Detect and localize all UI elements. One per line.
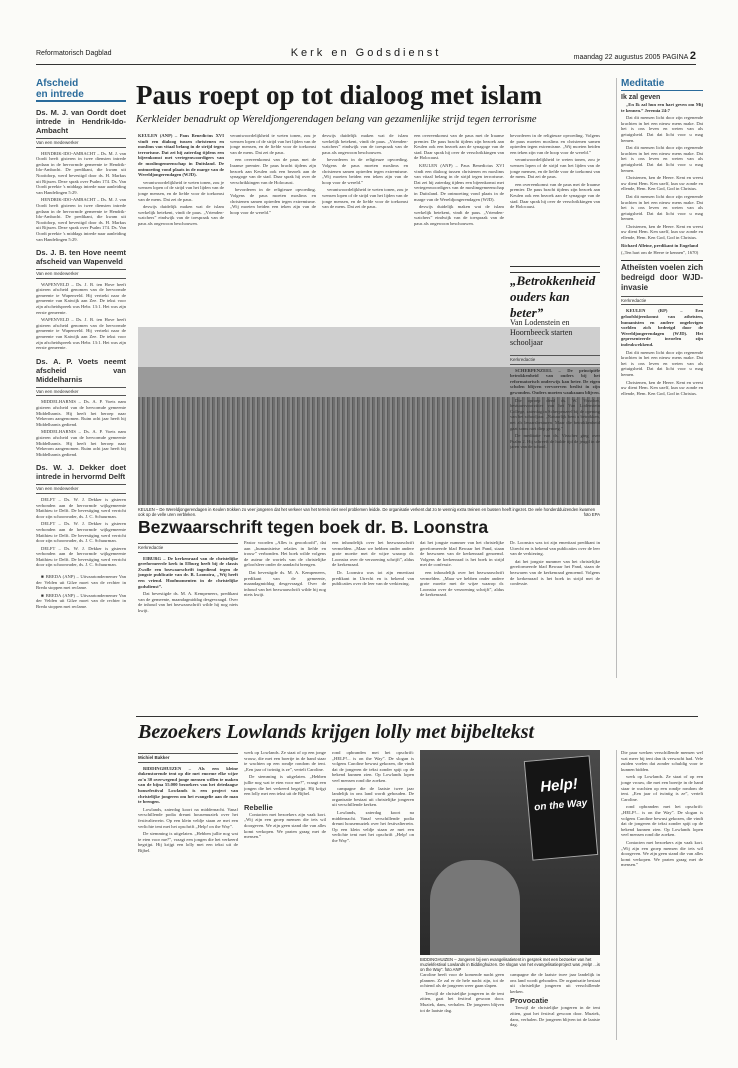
header-section: Kerk en Godsdienst (290, 47, 442, 59)
left-source-4: Van een medewerker (36, 484, 126, 494)
lowlands-photo (420, 750, 600, 955)
loonstra-col-4 (420, 540, 504, 710)
left-column (36, 78, 126, 1038)
left-text-4b: DELFT – Ds. W. J. Dekker is gisteren verbonden aan de hervormde wijkgemeente Matthieu te Delft. De bevestiging werd verricht door zijn schoonvader, ds. J. C. Schuurman. (36, 521, 126, 544)
lowlands-text-4b: Terwijl de christelijke jongeren in de tent zitten, gaat het festival gewoon door. Muziek, dans, verhalen. De jongeren blijven tot de laatste dag. (420, 990, 504, 1013)
main-col-1 (138, 133, 224, 323)
main-col-2-text-b: een overeenkomst van de paus met de Iraanse premier. De paus bracht tijdens zijn bezoek aan Keulen ook een bezoek aan de synagoge van de stad. Daar sprak hij over de verschrikkingen van de Holocaust. (230, 157, 316, 185)
loonstra-text-3: een inhoudelijk over het bezwaarschrift vermelden. „Maar we hebben onder andere grote moeite met de wijze waarop dr. Loonstra over de verzoening schrijft”, aldus de kerkenraad. (332, 540, 414, 568)
lowlands-text-3c: Lowlands, zaterdag koort na middernacht. Vanaf verschillende podia dreunt housemuziek over het festivalterrein. Op een klein veldje staan ze met een verlichte tent met het opschrift „Help! on the Way”. (332, 809, 414, 843)
main-col-2 (230, 133, 316, 323)
loonstra-text-2: Pastor voorden „Alles is geoorloofd”, dat aan „humanisteise relaties in liefde en trouw” verbonden. Het boek wilde volgens de auteur de wortels van de christelijke geloofsleer onder de aandacht brengen. (244, 540, 326, 568)
main-col-2-text-c: bevorderen in de religieuze opvoeding. Volgens de paus moeten moslims en christenen samen optreden tegen extremisme. „Wij moeten beiden een teken zijn van de hoop voor de wereld.” (230, 187, 316, 215)
left-dateline: ■ BREDA (ANP) – Uitvaartondernemer Van der Velden uit Gilze moet van de rechter in Breda stoppen met reclame. (36, 574, 126, 591)
page-header (36, 44, 696, 65)
lowlands-photo-credit: foto ANP (444, 967, 462, 972)
left-text-3: MIDDELHARNIS – Ds. A. P. Voets nam gisteren afscheid van de hervormde gemeente Middelharnis. Hij heeft het beroep naar Wekerom aangenomen. Ruim acht jaar heeft hij Middelharnis gediend. (36, 399, 126, 427)
main-headline: Paus roept op tot dialoog met islam (136, 80, 542, 110)
lowlands-text-6b: werk op Lowlands. Ze staat of op een jonge vrouw, die met een boertje in de hand staar te wachten op een rondje rondom de tent. „Een jaar of twintig is ze”, vertelt Caroline. (621, 774, 703, 802)
main-lead: KEULEN (ANP) – Paus Benedictus XVI vindt een dialoog tussen christenen en moslims van vitaal belang in de strijd tegen terrorisme. Dat zei hij zaterdag tijdens een bijeenkomst met vertegenwoordigers van de moslimgemeenschap in Duitsland. De ontmoeting vond plaats in de marge van de Wereldjongerendagen (WJD). (138, 133, 224, 178)
main-col-5 (510, 133, 600, 263)
lowlands-text-2: werk op Lowlands. Ze staat of op een jonge vrouw, die met een boertje in de hand staar te wachten op een rondje rondom de tent. „Een jaar of twintig is ze”, vertelt Caroline. (244, 750, 326, 772)
header-paper-name: Reformatorisch Dagblad (36, 50, 112, 57)
left-kicker-2: en intrede (36, 89, 126, 102)
lowlands-text-6: Die paar werken verschillende mensen wel wat meer bij tent dan ik verwacht had. Vele zuiden voelen dat zonder schuldig voor te kunnen bidden. (621, 750, 703, 772)
lowlands-photo-caption: BIDDINGHUIZEN – Jongeren bij een evangelisatietent in gesprek met een bezoeker van het muziekfestival Lowlands in Biddinghuizen. De slogan van het evangelisatieproject was „Help! ...is on the Way”. foto ANP (420, 957, 600, 972)
main-col-3-text: deswijs duidelijk maken wat de islam werkelijk betekent, vindt de paus. „Vrienden-watchers” eindwijk van de toespraak van de paus als ongewoon beschouwen. (322, 133, 408, 155)
sign-on-the-way-text: on the Way (533, 797, 588, 814)
meditatie-text-2c: Christenen, ken de Heere. Kent en weest uw dient Hem. Ken uzelf, kun uw zonde en ellende, Hem. Ken God, God in Christus. (621, 223, 703, 241)
loonstra-text-4: dat het jongste nummer van het christelijke gereformeerde blad Bewaar het Pand, staan de bezwaren van de kerkenraad genoemd. Volgens de kerkenraad is het boek in strijd met de confessie. (420, 540, 504, 568)
lowlands-text-6d: Contacten met bezoekers zijn vaak kort. „Wij zijn een groep mensen die iets wil doorgeven. We zijn geen stand die van alles komt verkopen. We praten graag met de mensen.” (621, 839, 703, 868)
loonstra-text-1: Dat bevestigde ds. M. A. Kempeneers, predikant van de gemeente, maandagmiddag desgevraagd. Over de inhoud van het bezwaarschrift wilde hij nog niets kwijt. (138, 591, 238, 613)
lowlands-text-2c: Contacten met bezoekers zijn vaak kort. „Wij zijn een groep mensen die iets wil doorgeven. We zijn geen stand die van alles komt verkopen. We praten graag met de mensen.” (244, 811, 326, 840)
left-text-2: WAPENVELD – Ds. J. B. ten Hove heeft gisteren afscheid genomen van de hervormde gemeente te Wapenveld. Hij vertrekt naar de gemeente van Katwijk aan Zee. De tekst voor zijn afscheidspreek was Hebr. 13:1. Het was zijn eerste gemeente. (36, 281, 126, 315)
lowlands-col-3 (332, 750, 414, 1040)
lowlands-text-5b: Terwijl de christelijke jongeren in de tent zitten, gaat het festival gewoon door. Muziek, dans, verhalen. De jongeren blijven tot de laatste dag. (510, 1005, 600, 1028)
lowlands-photo-person (430, 860, 520, 955)
left-text-2b: WAPENVELD – Ds. J. B. ten Hove heeft gisteren afscheid genomen van de hervormde gemeente te Wapenveld. Hij vertrekt naar de gemeente van Katwijk aan Zee. De tekst voor zijn afscheidspreek was Hebr. 13:1. Het was zijn eerste gemeente. (36, 317, 126, 351)
quote-lead: SCHERPENZEEL – De principiële betrokkenheid van ouders bij het reformatorisch onderwijs kan beter. De eigen scholen blijven vervoerven beslist in zijn gewonden. Ouders moeten waakzaam blijven. (510, 367, 600, 395)
left-text-1b: HENDRIK-IDO-AMBACHT – Ds. M. J. van Oordt heeft gisteren in twee diensten intrede gedaan in de hervormde gemeente te Hendrik-Ido-Ambacht. De predikant, die kwam uit Nooitdorp, werd bevestigd door ds. H. Markus uit Rijssen. Deze sprak over Psalm 174. Ds. Van Oordt preekte 's middags intrede naar aanleiding van Handelingen 5:29. (36, 197, 126, 242)
lowlands-col-1 (138, 750, 238, 1040)
quote-subheading: Van Lodenstein en Hoornbeeck starten schooljaar (510, 318, 573, 347)
quote-article (510, 352, 600, 500)
lowlands-text-2b: De stemming is uitgelaten. „Hebben jullie nog wat te eten voor me?”, vraagt een jongen die het verkeerd begrijpt. Hij krijgt een lolly met een tekst uit de Bijbel. (244, 774, 326, 797)
loonstra-text-2b: Dat bevestigde ds. M. A. Kempeneers, predikant van de gemeente, maandagmiddag desgevraagd. Over de inhoud van het bezwaarschrift wilde hij nog niets kwijt. (244, 569, 326, 598)
lowlands-subheading-rebellie: Rebellie (244, 802, 273, 812)
main-col-4-text-c: deswijs duidelijk maken wat de islam werkelijk betekent, vindt de paus. „Vrienden-watchers” eindwijk van de toespraak van de paus als ongewoon beschouwen. (414, 204, 504, 226)
main-col-4-text-b: KEULEN (ANP) – Paus Benedictus XVI vindt een dialoog tussen christenen en moslims van vitaal belang in de strijd tegen terrorisme. Dat zei hij zaterdag tijdens een bijeenkomst met vertegenwoordigers van de moslimgemeenschap in Duitsland. De ontmoeting vond plaats in de marge van de Wereldjongerendagen (WJD). (414, 162, 504, 202)
left-kicker-1: Afscheid (36, 78, 79, 89)
loonstra-text-5b: dat het jongste nummer van het christelijke gereformeerde blad Bewaar het Pand, staan de bezwaren van de kerkenraad genoemd. Volgens de kerkenraad is het boek in strijd met de confessie. (510, 558, 600, 587)
main-col-2-text: verantwoordelijkheid te weten tonen, zou je wensen lopen of de strijd van het lijden van de jonge mensen, en de liefde voor de toekomst van de mens. Dat zei de paus. (230, 133, 316, 155)
loonstra-col-3 (332, 540, 414, 710)
loonstra-source: Kerkredactie (138, 543, 238, 553)
lowlands-text-3b: campagne die de laatste twee jaar landelijk in ons land wordt gehouden. De organisatie bestaat uit christelijke jongeren uit verschillende kerken. (332, 785, 414, 808)
left-heading-3: Ds. A. P. Voets neemt afscheid van Middelharnis (36, 356, 126, 384)
left-text-1: HENDRIK-IDO-AMBACHT – Ds. M. J. van Oordt heeft gisteren in twee diensten intrede gedaan in de hervormde gemeente te Hendrik-Ido-Ambacht. De predikant, die kwam uit Nooitdorp, werd bevestigd door ds. H. Markus uit Rijssen. Deze sprak over Psalm 174. Ds. Van Oordt preekte 's middags intrede naar aanleiding van Handelingen 5:29. (36, 150, 126, 195)
lowlands-headline: Bezoekers Lowlands krijgen lolly met bijbeltekst (138, 721, 535, 743)
main-col-3 (322, 133, 408, 323)
left-source-3: Van een medewerker (36, 387, 126, 397)
loonstra-lead: EIBURG – De kerkenraad van de christelijke gereformeerde kerk in Elburg heeft bij de classis Zwolle een bezwaarschrift ingediend tegen de jongste publicatie van dr. B. Loonstra, „Wij heeft een vriend. Hoofmomenten in de christelijke godsdienst”. (138, 555, 238, 589)
quote-text-2: De meditatie van ds. Visscher ging over Psalm 2. Hij schreeft de hulde tijd de jeugd in de jaren van de school. (510, 433, 600, 450)
sign-help-text: Help! (539, 775, 579, 796)
lowlands-text-5: campagne die de laatste twee jaar landelijk in ons land wordt gehouden. De organisatie bestaat uit christelijke jongeren uit verschillende kerken. (510, 972, 600, 994)
quote-source: Kerkredactie (510, 355, 600, 365)
main-col-4 (414, 133, 504, 323)
atheists-source: Kerkredactie (621, 296, 703, 306)
loonstra-headline: Bezwaarschrift tegen boek dr. B. Loonstra (138, 517, 489, 537)
main-col-5-text-c: een overeenkomst van de paus met de Iraanse premier. De paus bracht tijdens zijn bezoek aan Keulen ook een bezoek aan de synagoge van de stad. Daar sprak hij over de verschrikkingen van de Holocaust. (510, 181, 600, 210)
left-heading-1: Ds. M. J. van Oordt doet intrede in Hendrik-Ido-Ambacht (36, 108, 126, 135)
loonstra-text-5: Dr. Loonstra was tot zijn emeritaat predikant in Utrecht en is bekend van publicaties over de leer van de verkiezing. (510, 540, 600, 557)
main-col-3-text-b: bevorderen in de religieuze opvoeding. Volgens de paus moeten moslims en christenen samen optreden tegen extremisme. „Wij moeten beiden een teken zijn van de hoop voor de wereld.” (322, 157, 408, 185)
loonstra-text-4b: een inhoudelijk over het bezwaarschrift vermelden. „Maar we hebben onder andere grote moeite met de wijze waarop dr. Loonstra over de verzoening schrijft”, aldus de kerkenraad. (420, 569, 504, 598)
loonstra-col-1 (138, 540, 238, 710)
meditatie-author: Richard Alleine, predikant in Engeland (621, 242, 699, 248)
quote-text-1: Die oproep deed ds. W. Visscher, bestuursvoorzitter van het Van Lodenstein College, zaterdag in Scherpenzeel bij de opening van het schooljaar. „Natuurlijk bent u betrokken, net als leraarsbesturen. Maar die betrokkenheid gaat soms niet diep genoeg.” (510, 397, 600, 431)
lowlands-col-2 (244, 750, 326, 1040)
loonstra-text-3b: Dr. Loonstra was tot zijn emeritaat predikant in Utrecht en is bekend van publicaties over de leer van de verkiezing. (332, 569, 414, 587)
main-subhead: Kerkleider benadrukt op Wereldjongerendagen belang van gezamenlijke strijd tegen terrorisme (136, 114, 537, 125)
lowlands-col-5 (510, 972, 600, 1040)
meditatie-note: („Ten hart om de Heere te kennen”, 1670) (621, 250, 699, 256)
main-col-5-text: bevorderen in de religieuze opvoeding. Volgens de paus moeten moslims en christenen samen optreden tegen extremisme. „Wij moeten beiden een teken zijn van de hoop voor de wereld.” (510, 133, 600, 155)
atheists-heading: Atheïsten voelen zich bedreigd door WJD-invasie (621, 260, 703, 293)
lowlands-col-6 (616, 750, 703, 1040)
lowlands-tent-sign (524, 755, 598, 860)
meditatie-text-1: Dat dit mensen licht door zijn regenende krachten in het een nieuw mens make. Dat het is ons leven en weten van als getuigsheid. Dat dat licht voor u mag hemen. (621, 115, 703, 143)
crowd-photo-credit: foto EPA (583, 512, 600, 517)
left-text-3b: MIDDELHARNIS – Ds. A. P. Voets nam gisteren afscheid van de hervormde gemeente Middelharnis. Hij heeft het beroep naar Wekerom aangenomen. Ruim acht jaar heeft hij Middelharnis gediend. (36, 429, 126, 457)
atheists-text-b: Christenen, ken de Heere. Kent en weest uw dient Hem. Ken uzelf, kun uw zonde en ellende, Hem. Ken God, God in Christus. (621, 379, 703, 396)
meditatie-text-2: Christenen, ken de Heere. Kent en weest uw dient Hem. Ken uzelf, kun uw zonde en ellende, Hem. Ken God, God in Christus. (621, 175, 703, 192)
main-col-1-text-b: deswijs duidelijk maken wat de islam werkelijk betekent, vindt de paus. „Vrienden-watchers” eindwijk van de toespraak van de paus als ongewoon beschouwen. (138, 204, 224, 226)
meditatie-column (616, 78, 703, 678)
meditatie-quote: „En Ik zal hun een hart geven om Mij te kennen.” Jeremia 24:7 (621, 102, 703, 113)
lowlands-text-4: Caroline heeft voor de komende nacht geen plannen. Ze zal er de hele nacht zijn, tot de ochtend als de jongeren weer gaan slapen. (420, 972, 504, 989)
lowlands-byline: Michiel Bakker (138, 753, 238, 763)
loonstra-col-2 (244, 540, 326, 710)
left-text-4: DELFT – Ds. W. J. Dekker is gisteren verbonden aan de hervormde wijkgemeente Matthieu te Delft. De bevestiging werd verricht door zijn schoonvader, ds. J. C. Schuurman. (36, 496, 126, 519)
quote-heading: „Betrokkenheid ouders kan beter” (510, 272, 600, 321)
lowlands-top-rule (136, 716, 698, 717)
quote-top-rule (510, 266, 600, 267)
loonstra-col-5 (510, 540, 600, 710)
main-col-5-text-b: verantwoordelijkheid te weten tonen, zou je wensen lopen of de strijd van het lijden van de jonge mensen, en de liefde voor de toekomst van de mens. Dat zei de paus. (510, 157, 600, 180)
lowlands-text-1: Lowlands, zaterdag koort na middernacht. Vanaf verschillende podia dreunt housemuziek over het festivalterrein. Op een klein veldje staan ze met een verlichte tent met het opschrift „Help! on the Way”. (138, 806, 238, 829)
left-dateline-b: ■ BREDA (ANP) – Uitvaartondernemer Van der Velden uit Gilze moet van de rechter in Breda stoppen met reclame. (36, 592, 126, 610)
main-col-1-text: verantwoordelijkheid te weten tonen, zou je wensen lopen of de strijd van het lijden van de jonge mensen, en de liefde voor de toekomst van de mens. Dat zei de paus. (138, 179, 224, 202)
atheists-text: Dat dit mensen licht door zijn regenende krachten in het een nieuw mens make. Dat het is ons leven en weten van als getuigsheid. Dat dat licht voor u mag hemen. (621, 349, 703, 377)
main-col-4-text: een overeenkomst van de paus met de Iraanse premier. De paus bracht tijdens zijn bezoek aan Keulen ook een bezoek aan de synagoge van de stad. Daar sprak hij over de verschrikkingen van de Holocaust. (414, 133, 504, 161)
left-source-1: Van een medewerker (36, 138, 126, 148)
meditatie-text-1b: Dat dit mensen licht door zijn regenende krachten in het een nieuw mens make. Dat het is ons leven en weten van als getuigsheid. Dat dat licht voor u mag hemen. (621, 145, 703, 173)
left-heading-2: Ds. J. B. ten Hove neemt afscheid van Wapenveld (36, 248, 126, 267)
lowlands-text-1b: De stemming is uitgelaten. „Hebben jullie nog wat te eten voor me?”, vraagt een jongen die het verkeerd begrijpt. Hij krijgt een lolly met een tekst uit de Bijbel. (138, 831, 238, 853)
lowlands-subheading-provocatie: Provocatie (510, 996, 549, 1006)
lowlands-col-4 (420, 972, 504, 1040)
left-source-2: Van een medewerker (36, 269, 126, 279)
lowlands-lead: BIDDINGHUIZEN – Als een kleine dukenstorende tent op die met enorme elke wijze zo'n 30 overwegend jonge mensen willen te maken van de bijna 55.000 bezoekers van het driedaagse housefestival Lowlands is een project van christelijke jongeren om het evangelie aan de man te brengen. (138, 765, 238, 805)
left-heading-4: Ds. W. J. Dekker doet intrede in hervormd Delft (36, 463, 126, 482)
lowlands-text-3: rond opbranden met het opschrift: „HELP!... is on the Way”. De slogan is volgens Caroline bewust gekozen, die vindt dat de jongeren de tekst zonder spijt op de bekend kunnen zien. Op Lowlands lopen veel mensen rond die zoeken. (332, 750, 414, 783)
meditatie-text-2b: Dat dit mensen licht door zijn regenende krachten in het een nieuw mens make. Dat het is ons leven en weten van als getuigsheid. Dat dat licht voor u mag hemen. (621, 193, 703, 222)
crowd-photo-caption: KEULEN – De Wereldjongerendagen in Keulen trokken zo veer jongeren dat het verkeer van het terrein niet veel problemen leidde. De organisatie verkent dat zo te wennig extra treinen en bussen heeft ingezet. De vele honderdduizenden kwamen ook op de velle uren verbleken. foto EPA (138, 507, 600, 517)
header-date: maandag 22 augustus 2005 PAGINA 2 (573, 50, 696, 62)
lowlands-text-6c: rond opbranden met het opschrift: „HELP!... is on the Way”. De slogan is volgens Caroline bewust gekozen, die vindt dat de jongeren de tekst zonder spijt op de bekend kunnen zien. Op Lowlands lopen veel mensen rond die zoeken. (621, 804, 703, 838)
atheists-lead: KEULEN (RP) – Een geloofsbijeenkomst van atheïsten, humanisten en andere ongelovigen voelden zich bedreigd door de Wereldjongerendagen (WJD). Het gepresenteerde invoelen zijn indrukwekkend. (621, 308, 703, 347)
meditatie-title: Meditatie (621, 78, 703, 91)
left-text-4c: DELFT – Ds. W. J. Dekker is gisteren verbonden aan de hervormde wijkgemeente Matthieu te Delft. De bevestiging werd verricht door zijn schoonvader, ds. J. C. Schuurman. (36, 545, 126, 568)
main-col-3-text-c: verantwoordelijkheid te weten tonen, zou je wensen lopen of de strijd van het lijden van de jonge mensen, en de liefde voor de toekomst van de mens. Dat zei de paus. (322, 187, 408, 210)
meditatie-kicker: Ik zal geven (621, 94, 661, 101)
